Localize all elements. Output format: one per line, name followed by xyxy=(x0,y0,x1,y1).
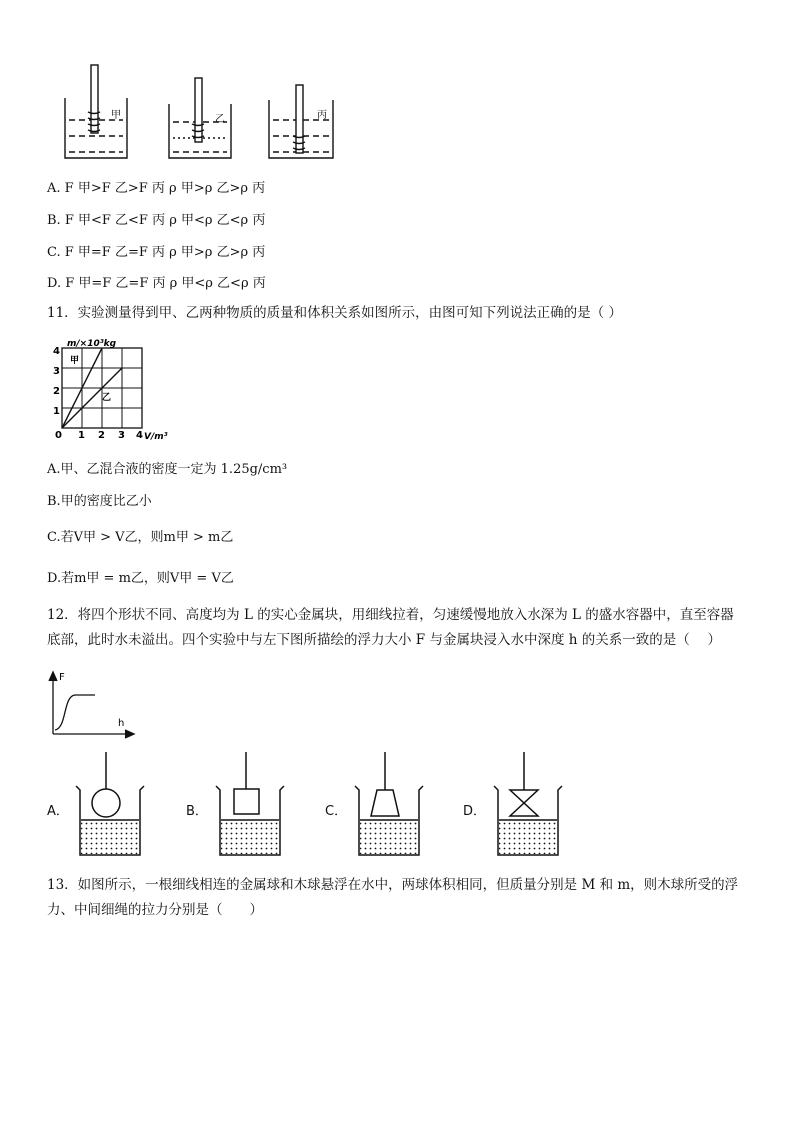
q10-option-d: D. F 甲=F 乙=F 丙 ρ 甲<ρ 乙<ρ 丙 xyxy=(47,276,266,291)
svg-text:2: 2 xyxy=(53,386,60,397)
q12-label-d: D． xyxy=(463,804,487,819)
beaker-c-frustum xyxy=(355,752,423,855)
q11-stem: 11．实验测量得到甲、乙两种物质的质量和体积关系如图所示，由图可知下列说法正确的是（ ） xyxy=(47,305,622,321)
q12-label-a: A． xyxy=(47,804,69,819)
svg-text:h: h xyxy=(118,718,125,729)
svg-text:4: 4 xyxy=(136,430,143,441)
svg-text:0: 0 xyxy=(55,430,62,441)
f-h-curve xyxy=(55,695,95,730)
beaker-d-hourglass xyxy=(494,752,562,855)
label-bing: 丙 xyxy=(317,110,327,121)
q12-f-h-graph xyxy=(45,668,145,740)
svg-text:乙: 乙 xyxy=(102,393,112,403)
q10-beakers-figure xyxy=(55,60,355,165)
q12-stem: 12．将四个形状不同、高度均为 L 的实心金属块，用细线拉着，匀速缓慢地放入水深为 L 的盛水容器中，直至容器底部，此时水未溢出。四个实验中与左下图所描绘的浮力大小 F 与金属块浸入水中深度 h 的关系一致的是（ ） xyxy=(47,607,734,648)
svg-text:1: 1 xyxy=(78,430,85,441)
q11-option-d: D.若m甲 = m乙，则V甲 = V乙 xyxy=(47,571,234,586)
q11-option-a: A.甲、乙混合液的密度一定为 1.25g/cm³ xyxy=(47,462,288,477)
line-yi xyxy=(62,368,122,428)
svg-text:1: 1 xyxy=(53,406,60,417)
q13-stem: 13．如图所示，一根细线相连的金属球和木球悬浮在水中，两球体积相同，但质量分别是 M 和 m，则木球所受的浮力、中间细绳的拉力分别是（ ） xyxy=(47,877,739,918)
svg-text:3: 3 xyxy=(118,430,125,441)
q10-option-c: C. F 甲=F 乙=F 丙 ρ 甲>ρ 乙>ρ 丙 xyxy=(47,245,266,260)
q10-option-b: B. F 甲<F 乙<F 丙 ρ 甲<ρ 乙<ρ 丙 xyxy=(47,213,266,228)
beaker-bing xyxy=(269,85,333,158)
q12-label-b: B． xyxy=(186,804,208,819)
q11-mass-volume-graph xyxy=(45,338,175,444)
beaker-b-cube xyxy=(216,752,284,855)
q11-option-b: B.甲的密度比乙小 xyxy=(47,494,152,509)
svg-text:F: F xyxy=(59,672,65,683)
svg-text:4: 4 xyxy=(53,346,60,357)
q12-label-c: C． xyxy=(325,804,348,819)
svg-text:2: 2 xyxy=(98,430,105,441)
svg-text:m/×10³kg: m/×10³kg xyxy=(67,339,117,349)
q12-beakers-figure xyxy=(70,752,600,862)
label-yi: 乙 xyxy=(215,114,225,125)
beaker-a-sphere xyxy=(76,752,144,855)
label-jia: 甲 xyxy=(111,110,121,121)
svg-text:V/m³: V/m³ xyxy=(144,432,168,442)
q11-option-c: C.若V甲 > V乙，则m甲 > m乙 xyxy=(47,530,234,545)
svg-text:3: 3 xyxy=(53,366,60,377)
q10-option-a: A. F 甲>F 乙>F 丙 ρ 甲>ρ 乙>ρ 丙 xyxy=(47,181,266,196)
svg-text:甲: 甲 xyxy=(70,356,80,366)
